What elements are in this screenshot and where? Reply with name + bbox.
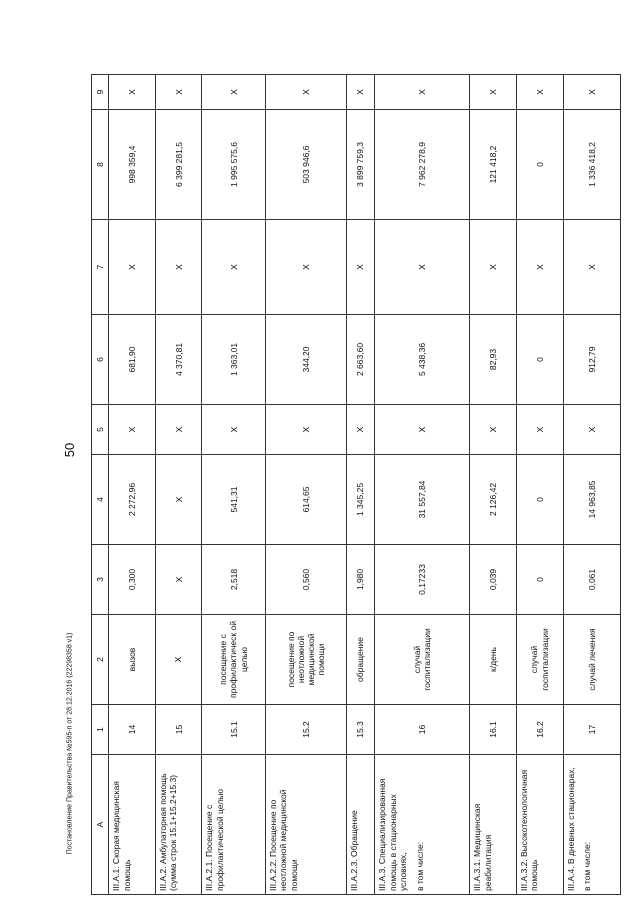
- cell-c5: X: [347, 405, 375, 455]
- cell-c2: случай лечения: [563, 615, 621, 705]
- cell-c6: 4 370,81: [155, 315, 202, 405]
- cell-c7: X: [563, 220, 621, 315]
- cell-c4: 31 557,84: [374, 455, 469, 545]
- cell-c1: 15.1: [202, 705, 265, 755]
- row-name: III.А.3. Специализированная помощь в стационарных условиях,: [376, 778, 409, 891]
- cell-c3: 0,560: [265, 545, 346, 615]
- column-header-4: 4: [92, 455, 109, 545]
- cell-c4: 0: [516, 455, 563, 545]
- cell-c7: X: [202, 220, 265, 315]
- column-header-0: А: [92, 755, 109, 895]
- row-name-cell: [347, 755, 375, 895]
- cell-c4: 1 345,25: [347, 455, 375, 545]
- cell-c7: X: [265, 220, 346, 315]
- table-row: [202, 75, 265, 895]
- table-row: [265, 75, 346, 895]
- footer-text: Постановление Правительства №595-п от 28.12.2016 (22298358 v1): [66, 632, 74, 855]
- cell-c2: X: [155, 615, 202, 705]
- cell-c9: X: [470, 75, 517, 110]
- row-name-cell: [265, 755, 346, 895]
- cell-c7: X: [347, 220, 375, 315]
- cell-c7: X: [374, 220, 469, 315]
- row-name: III.А.3.2. Высокотехнологичная помощь: [518, 769, 540, 891]
- cell-c3: 0,300: [109, 545, 156, 615]
- table-row: [516, 75, 563, 895]
- cell-c6: 912,79: [563, 315, 621, 405]
- cell-c8: 6 399 281,5: [155, 110, 202, 220]
- row-name: III.А.2.3. Обращение: [349, 810, 360, 891]
- cell-c8: 998 359,4: [109, 110, 156, 220]
- column-header-3: 3: [92, 545, 109, 615]
- cell-c2: случай госпитализации: [516, 615, 563, 705]
- cell-c3: 0,061: [563, 545, 621, 615]
- table-row: [470, 75, 517, 895]
- cell-c6: 5 438,36: [374, 315, 469, 405]
- cell-c5: X: [265, 405, 346, 455]
- cell-c2: посещение с профилактическ ой целью: [202, 615, 265, 705]
- table-row: [109, 75, 156, 895]
- cell-c9: X: [155, 75, 202, 110]
- row-name: III.А.1. Скорая медицинская помощь: [111, 781, 132, 891]
- cell-c4: X: [155, 455, 202, 545]
- cell-c9: X: [265, 75, 346, 110]
- cell-c5: X: [563, 405, 621, 455]
- cell-c8: 3 899 759,3: [347, 110, 375, 220]
- row-name-cell: [516, 755, 563, 895]
- cell-c9: X: [374, 75, 469, 110]
- table-row: [155, 75, 202, 895]
- page-number: 50: [62, 442, 77, 458]
- cell-c6: 681,90: [109, 315, 156, 405]
- cell-c8: 7 962 278,9: [374, 110, 469, 220]
- row-subtitle: в том числе:: [414, 841, 425, 891]
- cell-c4: 614,65: [265, 455, 346, 545]
- cell-c2: к/день: [470, 615, 517, 705]
- cell-c1: 14: [109, 705, 156, 755]
- row-name-cell: [202, 755, 265, 895]
- cell-c5: X: [155, 405, 202, 455]
- row-name: III.А.2.1. Посещение с профилактической целью: [204, 789, 226, 891]
- cell-c9: X: [109, 75, 156, 110]
- row-name-cell: [109, 755, 156, 895]
- cell-c2: посещение по неотложной медицинской помощи: [265, 615, 346, 705]
- cell-c8: 1 336 418,2: [563, 110, 621, 220]
- row-name: III.А.2. Амбулаторная помощь (сумма строк 15.1+15.2+15.3): [157, 773, 179, 891]
- table-row: [563, 75, 621, 895]
- budget-table: [91, 74, 621, 895]
- cell-c5: X: [374, 405, 469, 455]
- cell-c1: 16.2: [516, 705, 563, 755]
- cell-c1: 16: [374, 705, 469, 755]
- table-row: [374, 75, 469, 895]
- cell-c6: 82,93: [470, 315, 517, 405]
- row-name-cell: [155, 755, 202, 895]
- column-header-1: 1: [92, 705, 109, 755]
- cell-c2: вызов: [109, 615, 156, 705]
- column-header-5: 5: [92, 405, 109, 455]
- cell-c7: X: [470, 220, 517, 315]
- cell-c7: X: [109, 220, 156, 315]
- cell-c3: 0,039: [470, 545, 517, 615]
- row-name: III.А.4. В дневных стационарах,: [565, 767, 576, 891]
- cell-c7: X: [155, 220, 202, 315]
- row-name-cell: [470, 755, 517, 895]
- column-header-2: 2: [92, 615, 109, 705]
- cell-c4: 541,31: [202, 455, 265, 545]
- table-header-row: [92, 75, 109, 895]
- cell-c2: случай госпитализации: [374, 615, 469, 705]
- cell-c9: X: [563, 75, 621, 110]
- cell-c5: X: [470, 405, 517, 455]
- cell-c4: 14 963,85: [563, 455, 621, 545]
- cell-c3: 0,17233: [374, 545, 469, 615]
- cell-c5: X: [516, 405, 563, 455]
- cell-c8: 121 418,2: [470, 110, 517, 220]
- cell-c4: 2 126,42: [470, 455, 517, 545]
- cell-c6: 1 363,01: [202, 315, 265, 405]
- cell-c5: X: [202, 405, 265, 455]
- cell-c6: 2 663,60: [347, 315, 375, 405]
- column-header-7: 7: [92, 220, 109, 315]
- document-footer: [66, 632, 90, 855]
- cell-c5: X: [109, 405, 156, 455]
- table-row: [347, 75, 375, 895]
- cell-c4: 2 272,96: [109, 455, 156, 545]
- row-subtitle: в том числе:: [582, 841, 593, 891]
- cell-c6: 0: [516, 315, 563, 405]
- row-name-cell: [563, 755, 621, 895]
- column-header-6: 6: [92, 315, 109, 405]
- cell-c9: X: [516, 75, 563, 110]
- cell-c9: X: [202, 75, 265, 110]
- cell-c1: 15: [155, 705, 202, 755]
- cell-c1: 17: [563, 705, 621, 755]
- cell-c8: 1 995 575,6: [202, 110, 265, 220]
- cell-c9: X: [347, 75, 375, 110]
- cell-c8: 503 946,6: [265, 110, 346, 220]
- cell-c3: X: [155, 545, 202, 615]
- cell-c1: 15.2: [265, 705, 346, 755]
- cell-c3: 0: [516, 545, 563, 615]
- column-header-9: 9: [92, 75, 109, 110]
- cell-c6: 344,20: [265, 315, 346, 405]
- cell-c2: обращение: [347, 615, 375, 705]
- cell-c8: 0: [516, 110, 563, 220]
- column-header-8: 8: [92, 110, 109, 220]
- budget-table-container: [91, 75, 621, 895]
- row-name: III.А.3.1. Медицинская реабилитация: [472, 803, 493, 891]
- cell-c3: 2,518: [202, 545, 265, 615]
- cell-c3: 1,980: [347, 545, 375, 615]
- cell-c1: 15.3: [347, 705, 375, 755]
- cell-c1: 16.1: [470, 705, 517, 755]
- row-name: III.А.2.2. Посещение по неотложной медицинской помощи: [267, 789, 299, 891]
- row-name-cell: [374, 755, 469, 895]
- cell-c7: X: [516, 220, 563, 315]
